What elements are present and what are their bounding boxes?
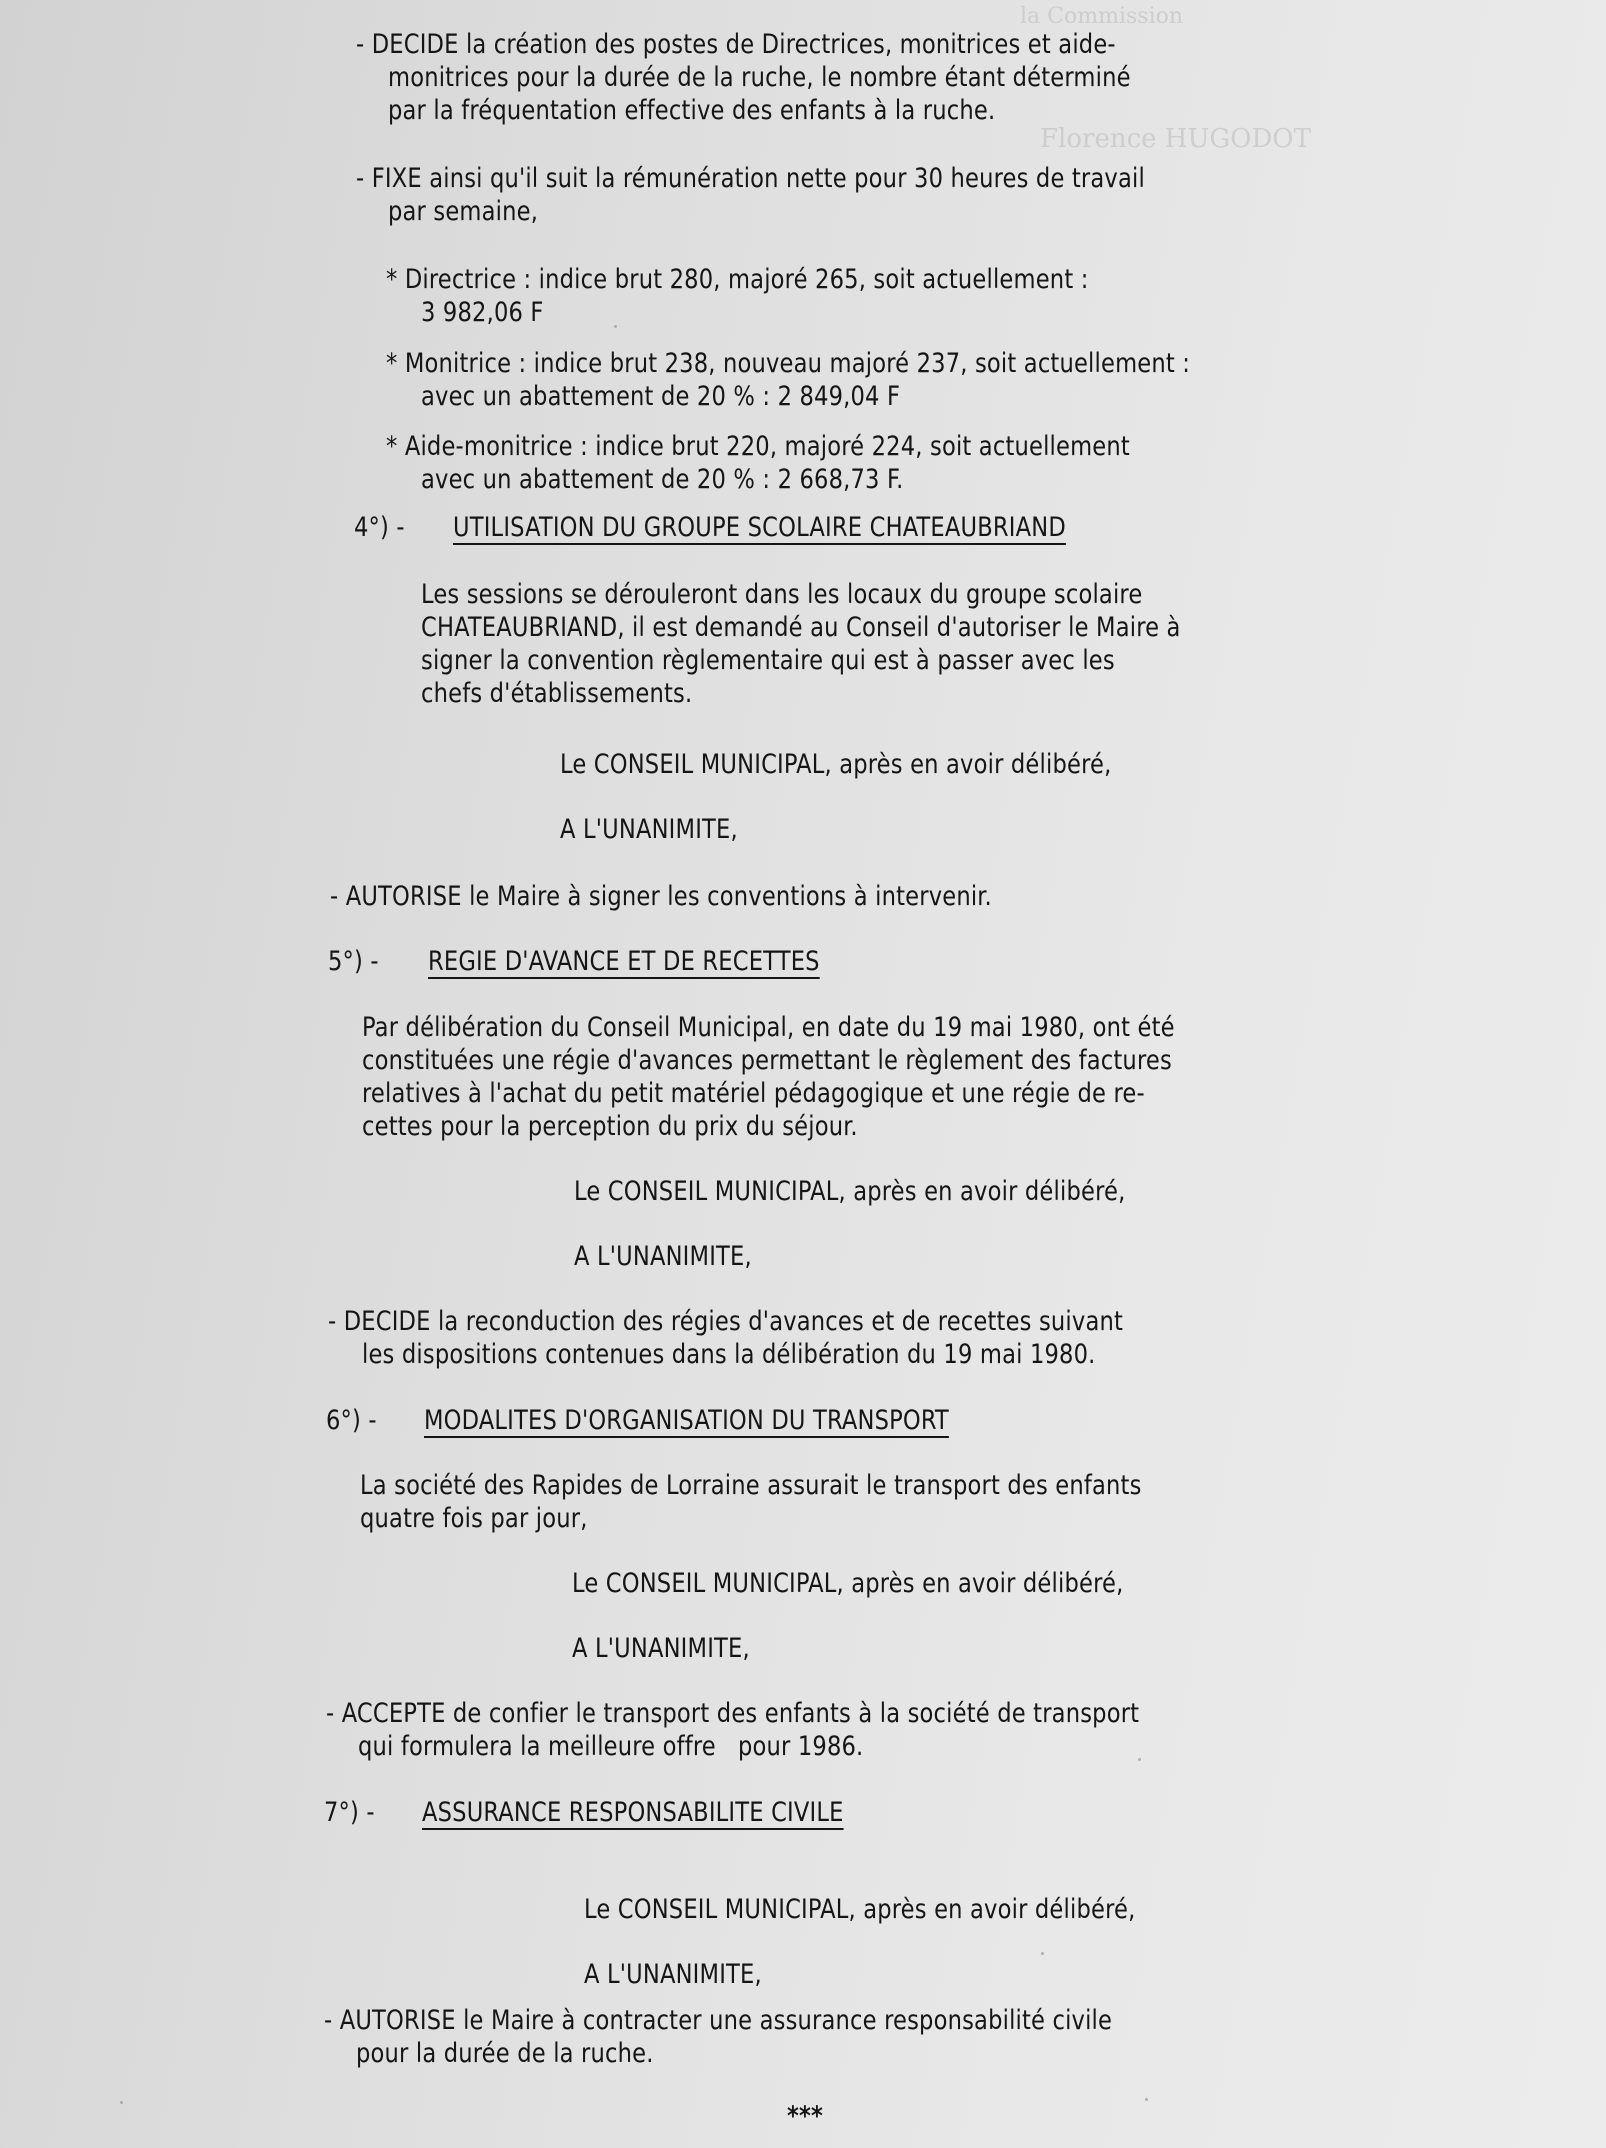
text-line: 3 982,06 F — [421, 297, 544, 328]
section-number: 5°) - — [328, 946, 379, 977]
text-line: quatre fois par jour, — [360, 1503, 588, 1534]
decision-line: qui formulera la meilleure offre pour 1986. — [358, 1731, 864, 1762]
bleed-through-text: la Commission — [1020, 4, 1184, 29]
bleed-through-text: Florence HUGODOT — [1040, 124, 1311, 154]
council-deliberation: Le CONSEIL MUNICIPAL, après en avoir délibéré, — [560, 749, 1112, 780]
text-line: par semaine, — [388, 196, 539, 227]
decision-line: pour la durée de la ruche. — [356, 2038, 654, 2069]
section-number: 4°) - — [354, 512, 405, 543]
text-line: par la fréquentation effective des enfants à la ruche. — [388, 95, 996, 126]
vote-result: A L'UNANIMITE, — [572, 1633, 750, 1664]
text-line: * Aide-monitrice : indice brut 220, majoré 224, soit actuellement — [386, 431, 1130, 462]
text-line: monitrices pour la durée de la ruche, le nombre étant déterminé — [388, 62, 1131, 93]
scan-speck — [614, 325, 617, 328]
text-line: relatives à l'achat du petit matériel pédagogique et une régie de re- — [362, 1078, 1145, 1109]
scan-speck — [120, 2101, 123, 2104]
council-deliberation: Le CONSEIL MUNICIPAL, après en avoir délibéré, — [584, 1894, 1136, 1925]
vote-result: A L'UNANIMITE, — [584, 1959, 762, 1990]
decision-line: - AUTORISE le Maire à contracter une assurance responsabilité civile — [324, 2005, 1113, 2036]
text-line: Par délibération du Conseil Municipal, en date du 19 mai 1980, ont été — [362, 1012, 1175, 1043]
section-title: ASSURANCE RESPONSABILITE CIVILE — [422, 1797, 844, 1828]
section-number: 7°) - — [324, 1797, 375, 1828]
text-line: Les sessions se dérouleront dans les locaux du groupe scolaire — [421, 579, 1143, 610]
decision-line: - ACCEPTE de confier le transport des enfants à la société de transport — [326, 1698, 1140, 1729]
council-deliberation: Le CONSEIL MUNICIPAL, après en avoir délibéré, — [572, 1568, 1124, 1599]
section-title: UTILISATION DU GROUPE SCOLAIRE CHATEAUBRIAND — [453, 512, 1066, 543]
section-title: REGIE D'AVANCE ET DE RECETTES — [428, 946, 820, 977]
end-of-section-mark: *** — [787, 2101, 823, 2132]
text-line: - FIXE ainsi qu'il suit la rémunération nette pour 30 heures de travail — [356, 163, 1145, 194]
scan-speck — [1145, 2098, 1148, 2101]
decision-line: - AUTORISE le Maire à signer les conventions à intervenir. — [330, 881, 992, 912]
decision-line: les dispositions contenues dans la délibération du 19 mai 1980. — [362, 1339, 1096, 1370]
scan-speck — [1138, 1758, 1141, 1761]
text-line: - DECIDE la création des postes de Directrices, monitrices et aide- — [356, 29, 1116, 60]
text-line: CHATEAUBRIAND, il est demandé au Conseil d'autoriser le Maire à — [421, 612, 1181, 643]
vote-result: A L'UNANIMITE, — [574, 1241, 752, 1272]
text-line: constituées une régie d'avances permettant le règlement des factures — [362, 1045, 1172, 1076]
text-line: avec un abattement de 20 % : 2 668,73 F. — [421, 464, 904, 495]
text-line: * Monitrice : indice brut 238, nouveau majoré 237, soit actuellement : — [386, 348, 1191, 379]
council-deliberation: Le CONSEIL MUNICIPAL, après en avoir délibéré, — [574, 1176, 1126, 1207]
text-line: La société des Rapides de Lorraine assurait le transport des enfants — [360, 1470, 1142, 1501]
scan-speck — [1041, 1952, 1044, 1955]
text-line: * Directrice : indice brut 280, majoré 265, soit actuellement : — [386, 264, 1089, 295]
text-line: signer la convention règlementaire qui est à passer avec les — [421, 645, 1115, 676]
vote-result: A L'UNANIMITE, — [560, 814, 738, 845]
text-line: cettes pour la perception du prix du séjour. — [362, 1111, 858, 1142]
section-number: 6°) - — [326, 1405, 377, 1436]
section-title: MODALITES D'ORGANISATION DU TRANSPORT — [424, 1405, 949, 1436]
decision-line: - DECIDE la reconduction des régies d'avances et de recettes suivant — [328, 1306, 1124, 1337]
text-line: chefs d'établissements. — [421, 678, 693, 709]
text-line: avec un abattement de 20 % : 2 849,04 F — [421, 381, 901, 412]
